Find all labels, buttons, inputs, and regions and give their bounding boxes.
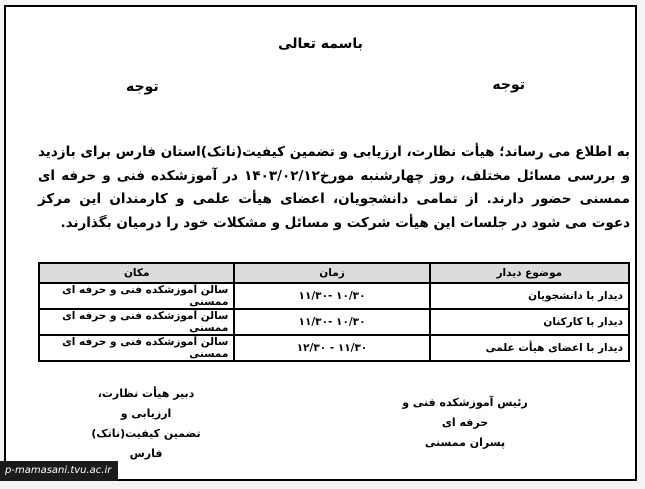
signature-left-line2: تضمین کیفیت(ناتک) فارس (91, 427, 201, 460)
row-time: ۱۰/۳۰ -۱۱/۳۰ (234, 283, 429, 309)
signature-secretary (76, 384, 216, 464)
document-title: باسمه تعالی (278, 36, 363, 52)
signature-right-line2: پسران ممسنی (424, 436, 506, 449)
row-time: ۱۱/۳۰ - ۱۲/۳۰ (234, 335, 429, 361)
row-time: ۱۰/۳۰ -۱۱/۳۰ (234, 309, 429, 335)
schedule-table (38, 262, 630, 362)
table-row (39, 309, 629, 335)
signature-left-line1: دبیر هیأت نظارت، ارزیابی و (97, 387, 195, 420)
row-place: سالن آموزشکده فنی و حرفه ای ممسنی (39, 283, 234, 309)
header-place: مکان (39, 263, 234, 283)
table-row (39, 335, 629, 361)
row-place: سالن آموزشکده فنی و حرفه ای ممسنی (39, 309, 234, 335)
signature-right-line1: رئیس آموزشکده فنی و حرفه ای (402, 396, 528, 429)
announcement-paragraph: به اطلاع می رساند؛ هیأت نظارت، ارزیابی و تضمین کیفیت(ناتک)استان فارس برای بازدید و بررسی مسائل مختلف، روز چهارشنبه مورخ۱۴۰۳/۰۲/۱۲ در آموزشکده فنی و حرفه ای ممسنی حضور دارند. از تمامی دانشجویان، اعضای هیأت علمی و کارمندان این مرکز دعوت می شود در جلسات این هیأت شرکت و مسائل و مشکلات خود را درمیان بگذارند. (38, 144, 630, 231)
row-topic: دیدار با کارکنان (430, 309, 629, 335)
header-topic: موضوع دیدار (430, 263, 629, 283)
signature-head-of-school (395, 393, 535, 453)
notice-label-right: توجه (492, 77, 525, 93)
row-topic: دیدار با دانشجویان (430, 283, 629, 309)
row-topic: دیدار با اعضای هیأت علمی (430, 335, 629, 361)
notice-label-left: توجه (126, 79, 159, 95)
document-frame (4, 5, 637, 481)
table-row (39, 283, 629, 309)
header-time: زمان (234, 263, 429, 283)
row-place: سالن آموزشکده فنی و حرفه ای ممسنی (39, 335, 234, 361)
site-watermark: p-mamasani.tvu.ac.ir (0, 461, 118, 481)
schedule-header-row (39, 263, 629, 283)
